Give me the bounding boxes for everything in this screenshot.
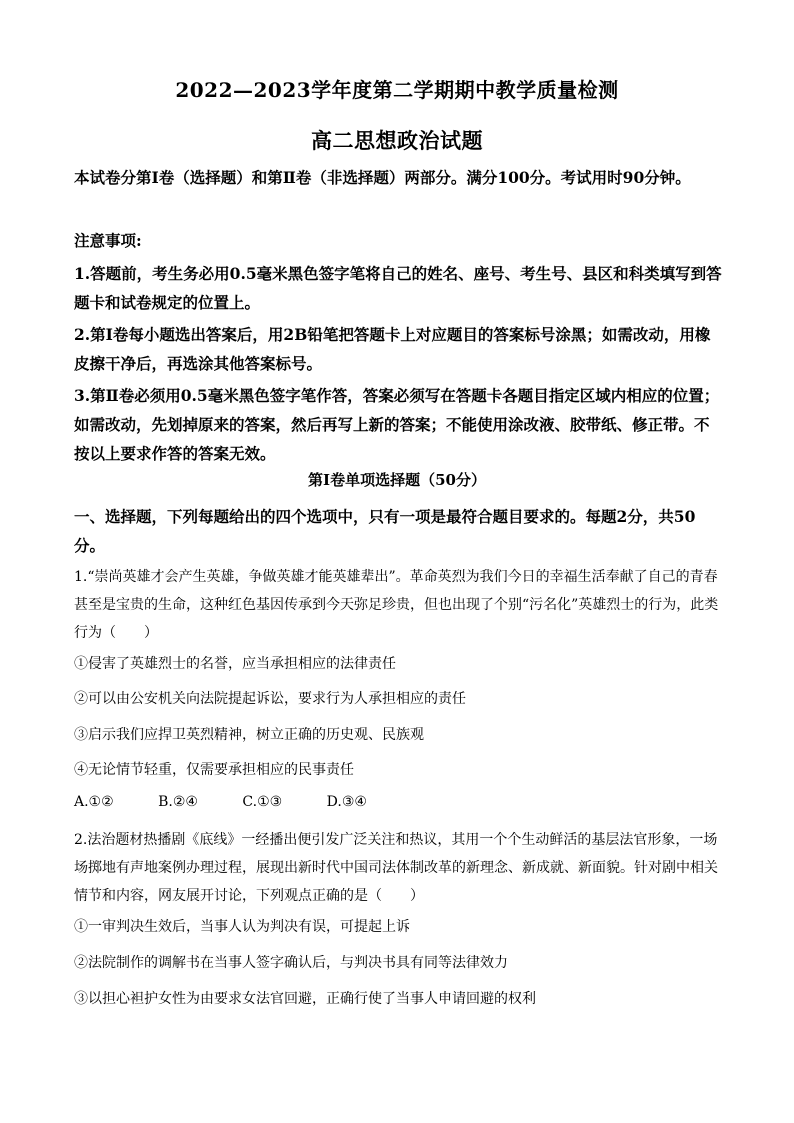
option-d: D.③④ [326, 794, 367, 810]
notice-item: 2.第Ⅰ卷每小题选出答案后，用2B铅笔把答题卡上对应题目的答案标号涂黑；如需改动，用橡皮擦干净后，再选涂其他答案标号。 [74, 325, 711, 373]
option-b: B.②④ [158, 794, 198, 810]
exam-title: 2022—2023学年度第二学期期中教学质量检测 [175, 78, 619, 102]
part-instruction: 一、选择题，下列每题给出的四个选项中，只有一项是最符合题目要求的。每题2分，共50分。 [74, 507, 696, 555]
question-1-statement: ②可以由公安机关向法院提起诉讼，要求行为人承担相应的责任 [74, 691, 466, 707]
question-1-statement: ③启示我们应捍卫英烈精神，树立正确的历史观、民族观 [74, 727, 424, 743]
intro-text: 本试卷分第Ⅰ卷（选择题）和第Ⅱ卷（非选择题）两部分。满分100分。考试用时90分钟。 [74, 168, 691, 187]
option-a: A.①② [74, 794, 114, 810]
question-2-statement: ③以担心袒护女性为由要求女法官回避，正确行使了当事人申请回避的权利 [74, 991, 536, 1007]
question-1-stem: 1.“崇尚英雄才会产生英雄，争做英雄才能英雄辈出”。革命英烈为我们今日的幸福生活奉献了自己的青春甚至是宝贵的生命，这种红色基因传承到今天弥足珍贵，但也出现了个别“污名化”英雄烈士的行为，此类行为（ ） [74, 569, 719, 641]
question-2-stem: 2.法治题材热播剧《底线》一经播出便引发广泛关注和热议，其用一个个生动鲜活的基层法官形象，一场场掷地有声地案例办理过程，展现出新时代中国司法体制改革的新理念、新成就、新面貌。针对剧中相关情节和内容，网友展开讨论，下列观点正确的是（ ） [74, 832, 718, 904]
question-2-statement: ②法院制作的调解书在当事人签字确认后，与判决书具有同等法律效力 [74, 955, 508, 971]
question-1-statement: ④无论情节轻重，仅需要承担相应的民事责任 [74, 762, 354, 778]
notice-item: 1.答题前，考生务必用0.5毫米黑色签字笔将自己的姓名、座号、考生号、县区和科类填写到答题卡和试卷规定的位置上。 [74, 264, 722, 312]
notice-item: 3.第Ⅱ卷必须用0.5毫米黑色签字笔作答，答案必须写在答题卡各题目指定区域内相应的位置；如需改动，先划掉原来的答案，然后再写上新的答案；不能使用涂改液、胶带纸、修正带。不按以上要求作答的答案无效。 [74, 386, 720, 463]
exam-subtitle: 高二思想政治试题 [311, 128, 483, 153]
question-1-statement: ①侵害了英雄烈士的名誉，应当承担相应的法律责任 [74, 656, 396, 672]
question-1-options [74, 794, 407, 810]
question-2-statement: ①一审判决生效后，当事人认为判决有误，可提起上诉 [74, 919, 410, 935]
notice-heading: 注意事项: [74, 231, 142, 250]
section-title: 第Ⅰ卷单项选择题（50分） [308, 471, 486, 489]
option-c: C.①③ [242, 794, 283, 810]
